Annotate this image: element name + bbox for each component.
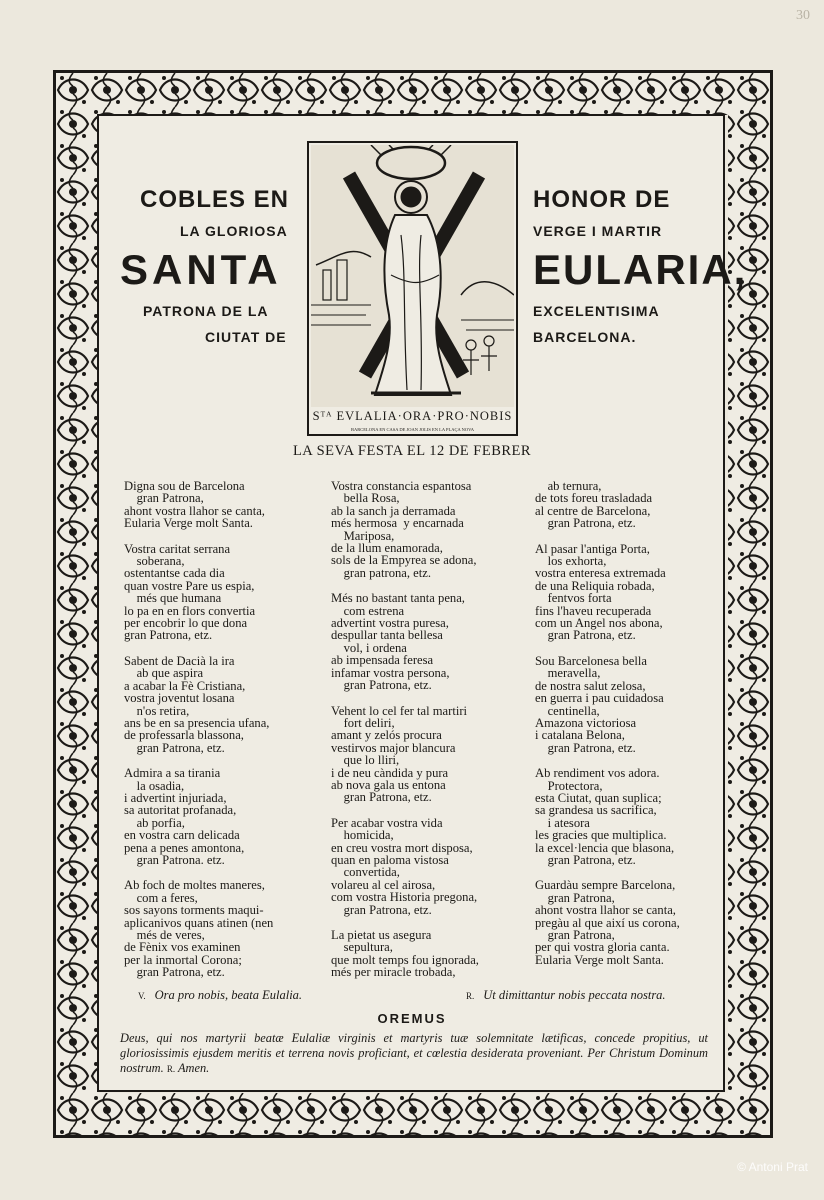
verse-line: amant y zelós procura bbox=[331, 728, 442, 743]
verse-line: infamar vostra persona, bbox=[331, 665, 450, 680]
heading-left-line-3: SANTA bbox=[120, 246, 282, 293]
verse-line: que molt temps fou ignorada, bbox=[331, 952, 479, 967]
verse-line: fentvos forta bbox=[535, 591, 612, 606]
heading-left-line-1: COBLES EN bbox=[140, 186, 290, 213]
verse-line: Amazona victoriosa bbox=[535, 715, 637, 730]
verse-line: més que humana bbox=[124, 591, 222, 606]
verse-line: Protectora, bbox=[535, 778, 603, 793]
verse-line: més hermosa y encarnada bbox=[331, 516, 464, 531]
verse-line: quan en paloma vistosa bbox=[331, 852, 449, 867]
verse-line: gran Patrona, bbox=[535, 890, 615, 905]
verse-line: despullar tanta bellesa bbox=[331, 628, 443, 643]
verse-line: de una Reliquia robada, bbox=[535, 578, 655, 593]
verse-line: n'os retira, bbox=[124, 703, 190, 718]
verse-line: gran Patrona, etz. bbox=[535, 628, 636, 643]
verse-line: gran patrona, etz. bbox=[331, 565, 432, 580]
verse-line: de nostra salut zelosa, bbox=[535, 678, 646, 693]
verse-line: al centre de Barcelona, bbox=[535, 503, 651, 518]
verse-line: los exhorta, bbox=[535, 554, 607, 569]
verse-stanza bbox=[331, 817, 531, 916]
response-text: Ut dimittantur nobis peccata nostra. bbox=[483, 988, 666, 1002]
verse-line: gran Patrona, etz. bbox=[331, 902, 432, 917]
heading-right-line-3: EULARIA, bbox=[533, 246, 748, 293]
verse-line: sa autoritat profanada, bbox=[124, 803, 237, 818]
verse-line: i catalana Belona, bbox=[535, 728, 625, 743]
verse-line: per qui vostra gloria canta. bbox=[535, 940, 670, 955]
verse-line: com un Angel nos abona, bbox=[535, 616, 663, 631]
heading-right-line-2: VERGE I MARTIR bbox=[533, 223, 663, 239]
verse-line: meravella, bbox=[535, 666, 601, 681]
verse-line: que lo lliri, bbox=[331, 753, 400, 768]
verse-line: ab impensada feresa bbox=[331, 653, 434, 668]
verse-line: Digna sou de Barcelona bbox=[124, 479, 245, 493]
verse-line: com a feres, bbox=[124, 890, 198, 905]
page-number: 30 bbox=[796, 8, 810, 23]
verse-stanza bbox=[535, 879, 735, 966]
saint-woodcut bbox=[307, 141, 518, 436]
verse-line: homicida, bbox=[331, 828, 394, 843]
verse-stanza bbox=[124, 879, 324, 978]
verse-line: de tots foreu trasladada bbox=[535, 491, 653, 506]
verse-line: centinella, bbox=[535, 703, 600, 718]
verse-stanza bbox=[124, 767, 324, 866]
verse-stanza bbox=[331, 705, 531, 804]
verse-line: Mariposa, bbox=[331, 528, 395, 543]
heading-left-line-2: LA GLORIOSA bbox=[180, 223, 288, 239]
verse-line: gran Patrona, etz. bbox=[124, 628, 213, 643]
verse-line: més de veres, bbox=[124, 928, 205, 942]
verse-line: gran Patrona, etz. bbox=[535, 740, 636, 755]
verse-line: lo pa en en flors convertia bbox=[124, 603, 256, 618]
verse-line: com vostra Historia pregona, bbox=[331, 890, 478, 905]
heading-left-line-5: CIUTAT DE bbox=[205, 329, 287, 345]
verse-line: gran Patrona, etz. bbox=[535, 516, 636, 531]
verse-line: ab la sanch ja derramada bbox=[331, 503, 456, 518]
verse-column-2 bbox=[331, 480, 531, 992]
verse-line: la osadia, bbox=[124, 778, 185, 793]
prayer-response-label: R. bbox=[166, 1064, 176, 1074]
feast-day-line: LA SEVA FESTA EL 12 DE FEBRER bbox=[292, 443, 532, 459]
verse-line: i advertint injuriada, bbox=[124, 790, 227, 805]
verse-line: ahont vostra llahor se canta, bbox=[124, 503, 265, 518]
woodcut-printer-line: BARCELONA EN CASA DE JOAN JOLIS EN LA PLAÇA NOVA bbox=[350, 427, 475, 432]
verse-stanza bbox=[535, 767, 735, 866]
verse-line: vol, i ordena bbox=[331, 640, 407, 655]
verse-line: Admira a sa tirania bbox=[124, 766, 221, 781]
prayer-body: Deus, qui nos martyrii beatæ Eulaliæ virginis et martyris tuæ solemnitate lætificas, concede propitius, ut gloriosissimis ejusdem meritis et terrena novis proficiant, et cœlestia desiderata proveniant. Per Christum Dominum nostrum. bbox=[120, 1031, 708, 1075]
verse-line: quan vostre Pare us espia, bbox=[124, 578, 255, 593]
verse-stanza bbox=[124, 480, 324, 530]
verse-stanza bbox=[124, 543, 324, 642]
saint-figure-illustration bbox=[311, 145, 514, 407]
verse-line: fort deliri, bbox=[331, 715, 395, 730]
heading-right-line-5: BARCELONA. bbox=[533, 329, 637, 345]
verse-line: gran Patrona, bbox=[535, 928, 615, 942]
verse-line: Sou Barcelonesa bella bbox=[535, 653, 647, 668]
verse-line: gran Patrona. etz. bbox=[124, 852, 225, 867]
verse-line: Més no bastant tanta pena, bbox=[331, 591, 465, 606]
verse-line: Al pasar l'antiga Porta, bbox=[535, 541, 650, 556]
verse-line: Vostra caritat serrana bbox=[124, 541, 231, 556]
verse-line: ab porfia, bbox=[124, 815, 185, 830]
verse-line: advertint vostra puresa, bbox=[331, 616, 449, 631]
heading-left-line-4: PATRONA DE LA bbox=[143, 303, 269, 319]
verse-line: de la llum enamorada, bbox=[331, 541, 443, 556]
verse-line: en creu vostra mort disposa, bbox=[331, 840, 473, 855]
verse-stanza bbox=[124, 655, 324, 754]
verse-line: sa grandesa us sacrifica, bbox=[535, 803, 657, 818]
verse-stanza bbox=[331, 929, 531, 979]
verse-line: sols de la Empyrea se adona, bbox=[331, 553, 477, 568]
verse-column-3 bbox=[535, 480, 735, 979]
verse-line: gran Patrona, etz. bbox=[124, 740, 225, 755]
verse-line: La pietat us asegura bbox=[331, 928, 432, 942]
prayer-response-text: Amen. bbox=[177, 1061, 210, 1075]
verse-line: en guerra i pau cuidadosa bbox=[535, 691, 664, 706]
verse-line: ahont vostra llahor se canta, bbox=[535, 903, 676, 918]
verse-line: pena a penes amontona, bbox=[124, 840, 245, 855]
verse-line: gran Patrona, etz. bbox=[331, 790, 432, 805]
verse-line: vostra joventut losana bbox=[124, 691, 235, 706]
versicle-label: V. bbox=[138, 991, 146, 1001]
verse-line: gran Patrona, etz. bbox=[331, 678, 432, 693]
verse-column-1 bbox=[124, 480, 324, 992]
verse-line: convertida, bbox=[331, 865, 400, 880]
verse-line: Vehent lo cel fer tal martiri bbox=[331, 703, 468, 718]
verse-line: aplicanivos quans atinen (nen bbox=[124, 915, 274, 930]
heading-right-line-1: HONOR DE bbox=[533, 186, 671, 213]
verse-line: ab que aspira bbox=[124, 666, 204, 681]
verse-line: ostentantse cada dia bbox=[124, 566, 225, 581]
verse-line: Eularia Verge molt Santa. bbox=[535, 952, 664, 967]
verse-line: vestirvos major blancura bbox=[331, 740, 456, 755]
verse-line: bella Rosa, bbox=[331, 491, 400, 506]
verse-line: gran Patrona, etz. bbox=[124, 965, 225, 980]
verse-line: ans be en sa presencia ufana, bbox=[124, 715, 270, 730]
verse-line: ab ternura, bbox=[535, 479, 602, 493]
verse-line: sepultura, bbox=[331, 940, 393, 955]
verse-stanza bbox=[535, 480, 735, 530]
verse-line: de professarla blassona, bbox=[124, 728, 244, 743]
verse-line: per la inmortal Corona; bbox=[124, 952, 242, 967]
verse-line: Sabent de Dacià la ira bbox=[124, 653, 235, 668]
verse-line: com estrena bbox=[331, 603, 405, 618]
verse-line: de Fènix vos examinen bbox=[124, 940, 241, 955]
verse-line: més per miracle trobada, bbox=[331, 965, 456, 980]
verse-line: Per acabar vostra vida bbox=[331, 815, 443, 830]
verse-line: fins l'haveu recuperada bbox=[535, 603, 652, 618]
verse-line: soberana, bbox=[124, 554, 185, 569]
verse-line: en vostra carn delicada bbox=[124, 828, 240, 843]
verse-line: Ab foch de moltes maneres, bbox=[124, 878, 265, 893]
response-label: R. bbox=[466, 991, 475, 1001]
woodcut-caption: Sᵀᴬ EVLALIA·ORA·PRO·NOBIS bbox=[312, 409, 513, 423]
response bbox=[466, 988, 666, 1003]
verse-line: Eularia Verge molt Santa. bbox=[124, 516, 253, 531]
verse-line: esta Ciutat, quan suplica; bbox=[535, 790, 662, 805]
verse-line: pregàu al que així us corona, bbox=[535, 915, 680, 930]
verse-line: per encobrir lo que dona bbox=[124, 616, 248, 631]
heading-right-line-4: EXCELENTISIMA bbox=[533, 303, 660, 319]
oremus-title: OREMUS bbox=[377, 1011, 447, 1026]
versicle-text: Ora pro nobis, beata Eulalia. bbox=[154, 988, 303, 1002]
verse-line: gran Patrona, bbox=[124, 491, 204, 506]
verse-line: ab nova gala us entona bbox=[331, 777, 446, 792]
verse-line: i de neu càndida y pura bbox=[331, 765, 449, 780]
verse-line: vostra enteresa extremada bbox=[535, 566, 666, 581]
verse-line: Vostra constancia espantosa bbox=[331, 479, 472, 493]
prayer-text bbox=[120, 1031, 708, 1077]
verse-line: a acabar la Fè Cristiana, bbox=[124, 678, 246, 693]
verse-stanza bbox=[331, 480, 531, 579]
verse-line: Ab rendiment vos adora. bbox=[535, 766, 660, 781]
verse-stanza bbox=[331, 592, 531, 691]
verse-line: la excel·lencia que blasona, bbox=[535, 840, 675, 855]
verse-line: i atesora bbox=[535, 815, 590, 830]
verse-stanza bbox=[535, 543, 735, 642]
verse-line: volareu al cel airosa, bbox=[331, 877, 436, 892]
verse-line: les gracies que multiplica. bbox=[535, 828, 667, 843]
versicle bbox=[138, 988, 302, 1003]
copyright-watermark: © Antoni Prat bbox=[737, 1160, 808, 1174]
verse-line: Guardàu sempre Barcelona, bbox=[535, 878, 676, 893]
verse-line: gran Patrona, etz. bbox=[535, 852, 636, 867]
verse-line: sos sayons torments maqui- bbox=[124, 903, 264, 918]
verse-stanza bbox=[535, 655, 735, 754]
